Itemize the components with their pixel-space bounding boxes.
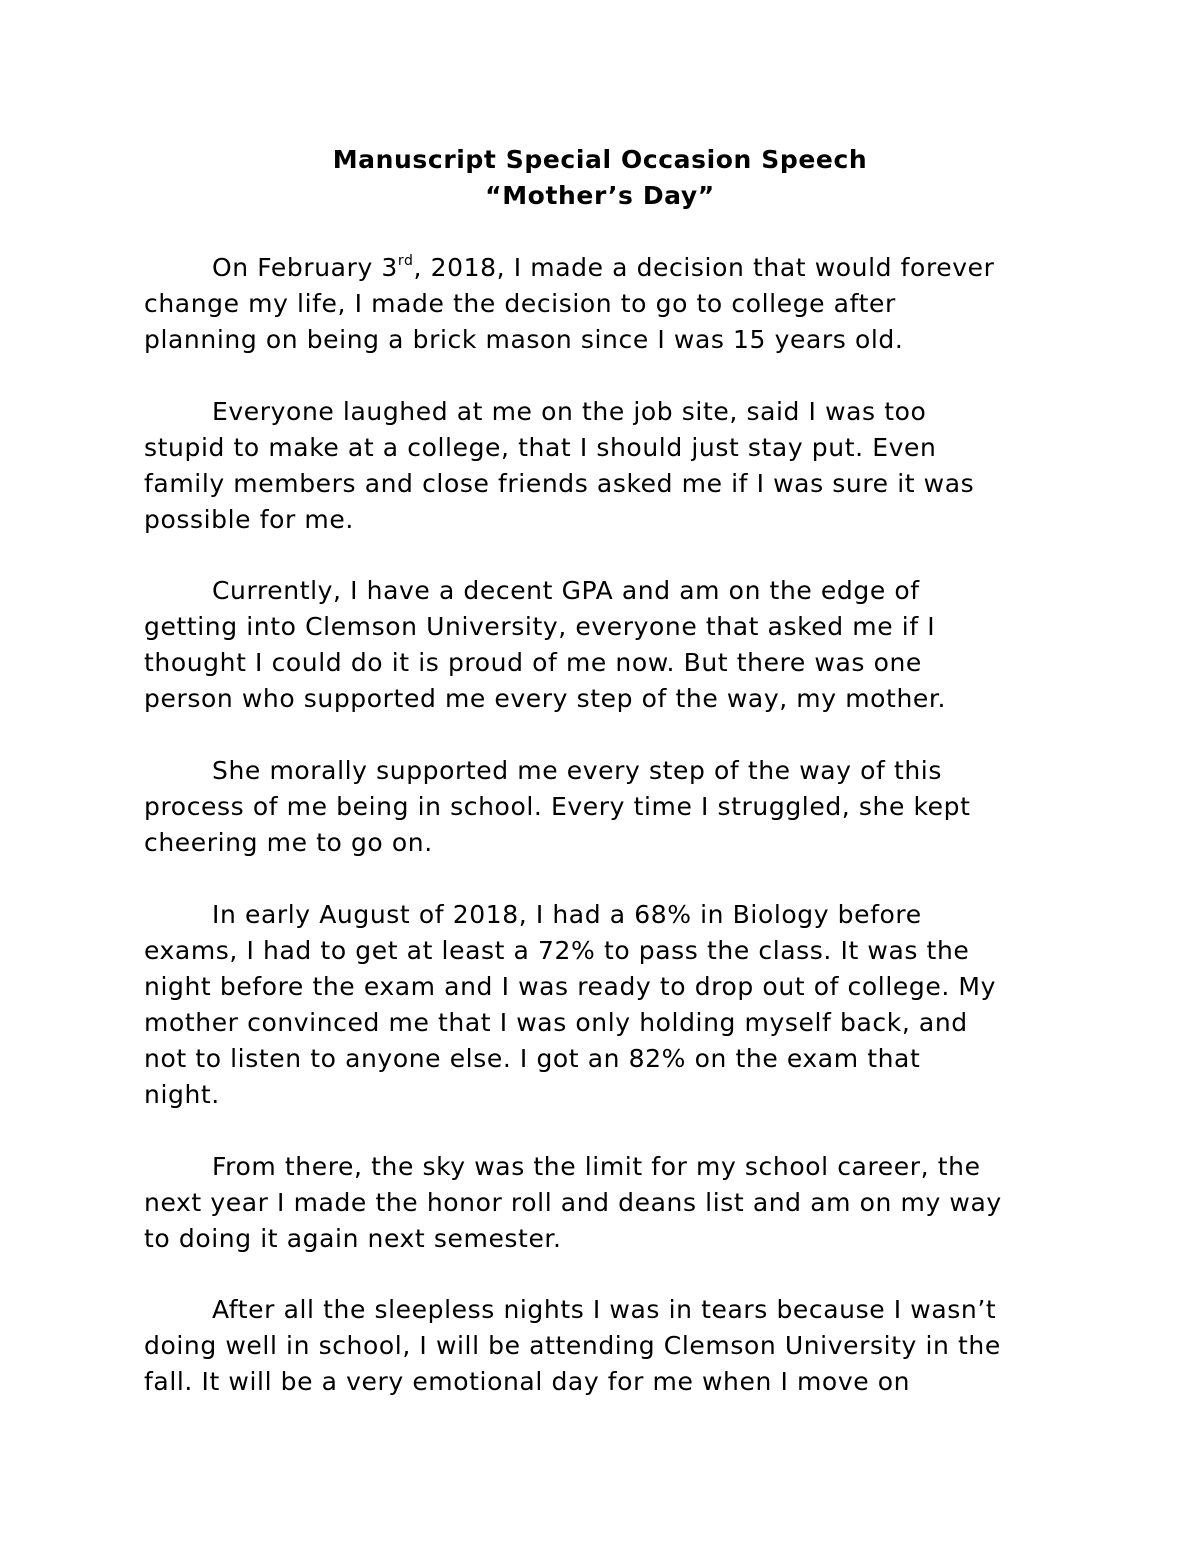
paragraph-line: process of me being in school. Every time I struggled, she kept: [144, 792, 971, 821]
paragraph-1: [144, 250, 1084, 358]
paragraph-7: [144, 1292, 1084, 1400]
paragraph-line: person who supported me every step of the way, my mother.: [144, 684, 947, 713]
paragraph-line: [144, 250, 1084, 286]
paragraph-line: From there, the sky was the limit for my school career, the: [212, 1152, 981, 1181]
line-text: On February 3: [212, 253, 398, 282]
paragraph-6: [144, 1149, 1084, 1257]
paragraph-line: She morally supported me every step of the way of this: [212, 756, 942, 785]
paragraph-4: [144, 753, 1084, 861]
paragraph-line: fall. It will be a very emotional day for me when I move on: [144, 1367, 911, 1396]
line-text: , 2018, I made a decision that would forever: [413, 253, 995, 282]
paragraph-line: night before the exam and I was ready to drop out of college. My: [144, 972, 996, 1001]
paragraph-line: getting into Clemson University, everyone that asked me if I: [144, 612, 936, 641]
paragraph-line: Currently, I have a decent GPA and am on the edge of: [212, 576, 920, 605]
paragraph-line: exams, I had to get at least a 72% to pass the class. It was the: [144, 936, 970, 965]
paragraph-line: next year I made the honor roll and deans list and am on my way: [144, 1188, 1002, 1217]
paragraph-line: to doing it again next semester.: [144, 1224, 562, 1253]
paragraph-line: stupid to make at a college, that I should just stay put. Even: [144, 433, 937, 462]
paragraph-line: change my life, I made the decision to go to college after: [144, 289, 896, 318]
paragraph-line: doing well in school, I will be attending Clemson University in the: [144, 1331, 1001, 1360]
paragraph-line: planning on being a brick mason since I was 15 years old.: [144, 325, 904, 354]
paragraph-line: family members and close friends asked me if I was sure it was: [144, 469, 975, 498]
ordinal-suffix: rd: [397, 252, 414, 269]
paragraph-line: After all the sleepless nights I was in tears because I wasn’t: [212, 1295, 997, 1324]
paragraph-line: thought I could do it is proud of me now. But there was one: [144, 648, 922, 677]
paragraph-line: mother convinced me that I was only holding myself back, and: [144, 1008, 968, 1037]
paragraph-line: night.: [144, 1080, 220, 1109]
title-line-2: “Mother’s Day”: [485, 181, 715, 210]
paragraph-2: [144, 394, 1084, 538]
paragraph-line: cheering me to go on.: [144, 828, 433, 857]
paragraph-line: possible for me.: [144, 505, 354, 534]
paragraph-5: [144, 897, 1084, 1113]
title-line-1: Manuscript Special Occasion Speech: [332, 145, 868, 174]
paragraph-3: [144, 573, 1084, 717]
paragraph-line: not to listen to anyone else. I got an 82% on the exam that: [144, 1044, 921, 1073]
paragraph-line: In early August of 2018, I had a 68% in Biology before: [212, 900, 922, 929]
document-title: [0, 142, 1200, 214]
paragraph-line: Everyone laughed at me on the job site, said I was too: [212, 397, 927, 426]
